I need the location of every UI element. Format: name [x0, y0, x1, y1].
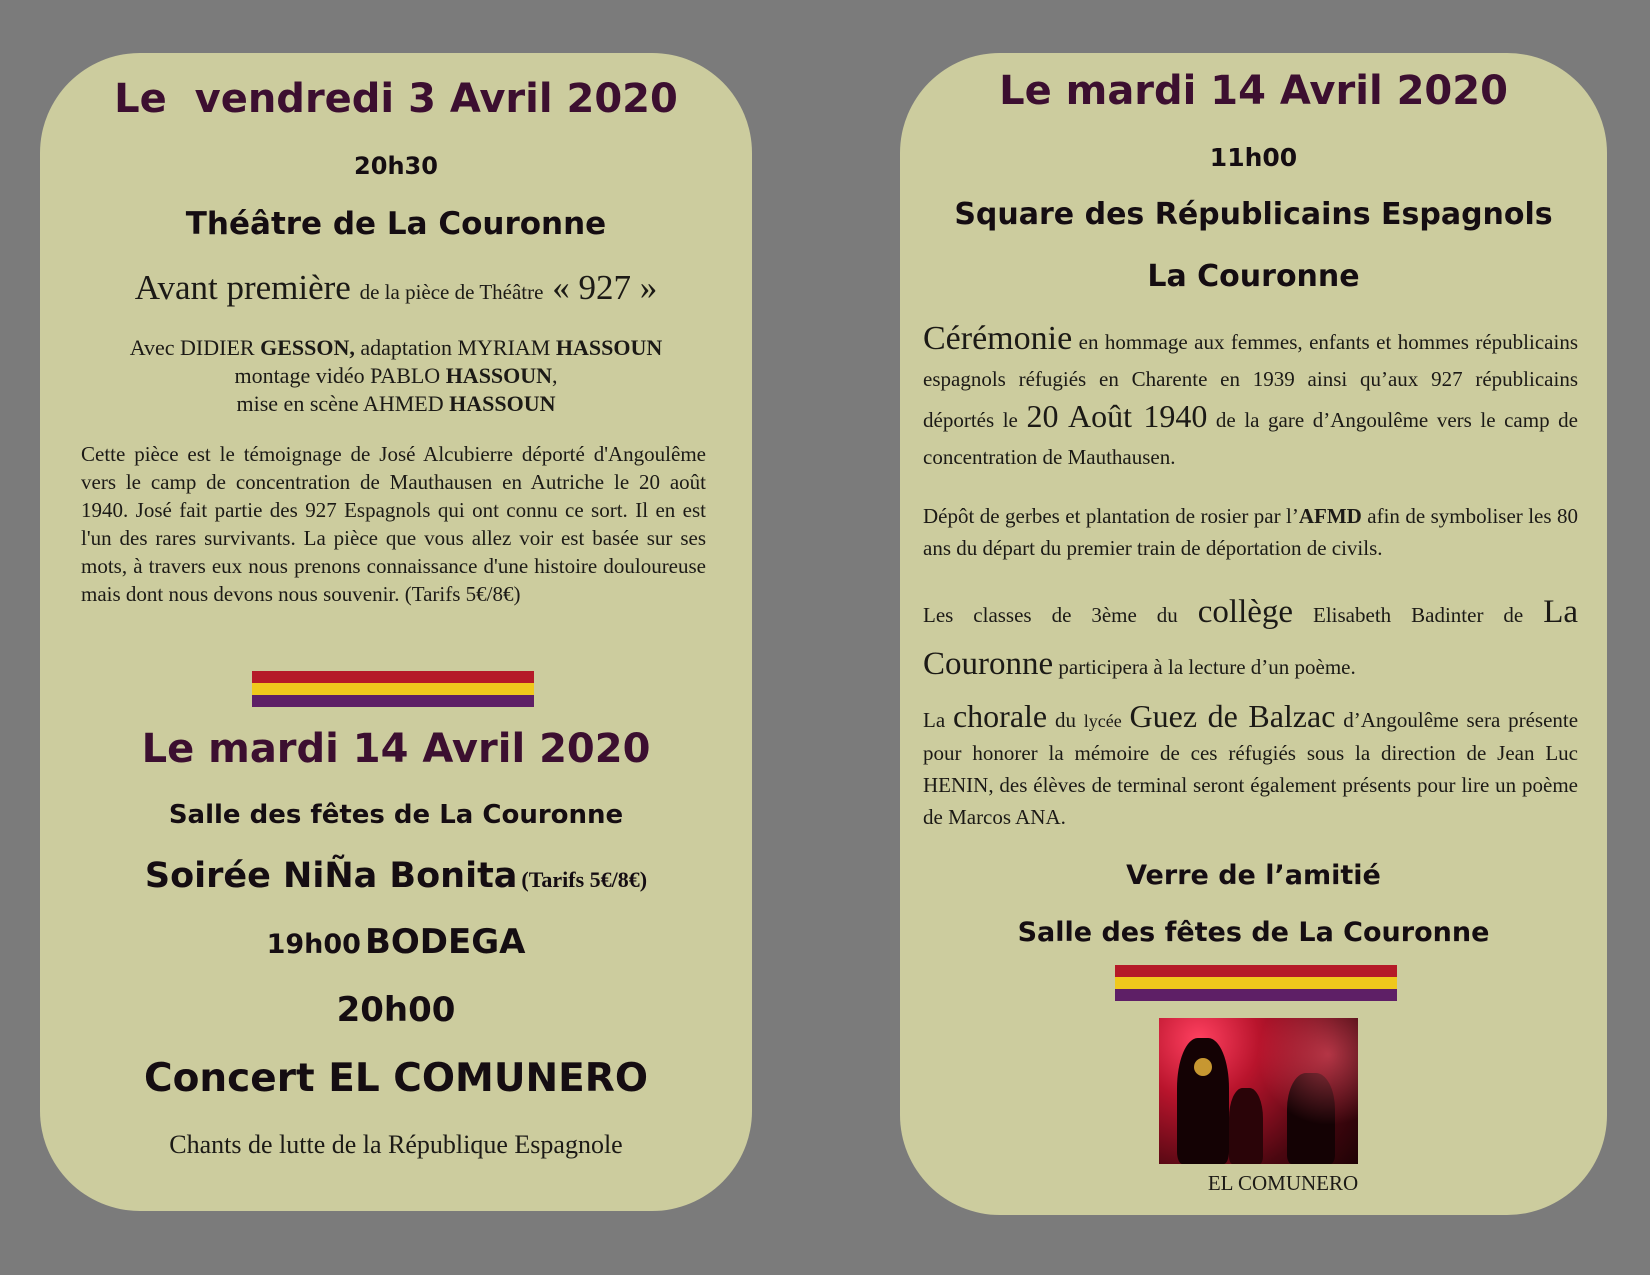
event1-time: 20h30 [354, 152, 438, 180]
piece-label: de la pièce de Théâtre [359, 280, 544, 304]
deportation-date: 20 Août 1940 [1026, 398, 1208, 434]
concert-time: 20h00 [336, 990, 456, 1030]
event2-bodega [40, 922, 752, 962]
ceremony-town: La Couronne [1147, 259, 1360, 294]
salle-des-fetes: Salle des fêtes de La Couronne [1017, 917, 1490, 948]
republican-flag-icon [1115, 965, 1397, 1001]
bodega-time: 19h00 [266, 929, 361, 960]
verre-amitie: Verre de l’amitié [1126, 860, 1381, 891]
event1-announcement [40, 268, 752, 308]
soiree-tarifs: (Tarifs 5€/8€) [521, 867, 648, 892]
event1-venue: Théâtre de La Couronne [185, 206, 607, 242]
college-paragraph: Les classes de 3ème du collège Elisabeth Badinter de La Couronne participera à la lecture d’un poème. [923, 594, 1579, 682]
concert-subtitle: Chants de lutte de la République Espagnole [169, 1130, 623, 1159]
avant-premiere-label: Avant première [134, 268, 351, 307]
event1-date: Le vendredi 3 Avril 2020 [114, 76, 678, 122]
event1-description: Cette pièce est le témoignage de José Alcubierre déporté d'Angoulême vers le camp de concentration de Mauthausen en Autriche le 20 août 1940. José fait partie des 927 Espagnols qui ont connu ce sort. Il en est l'un des rares survivants. La pièce que vous allez voir est basée sur ses mots, à travers eux nous prenons connaissance d'une histoire douloureuse mais dont nous devons nous souvenir. (Tarifs 5€/8€) [81, 442, 706, 606]
soiree-title: Soirée NiÑa Bonita [144, 856, 518, 896]
republican-flag-icon [252, 671, 534, 707]
concert-title: Concert EL COMUNERO [144, 1056, 648, 1101]
depot-paragraph: Dépôt de gerbes et plantation de rosier par l’AFMD afin de symboliser les 80 ans du départ du premier train de déportation de civils. [923, 504, 1578, 560]
ceremonie-label: Cérémonie [923, 320, 1073, 357]
event2-date: Le mardi 14 Avril 2020 [141, 726, 651, 772]
ceremony-date: Le mardi 14 Avril 2020 [999, 68, 1508, 114]
chorale-paragraph: La chorale du lycée Guez de Balzac d’Angoulême sera présente pour honorer la mémoire de ces réfugiés sous la direction de Jean Luc HENIN, des élèves de terminal seront également présents pour lire un poème de Marcos ANA. [923, 698, 1579, 829]
play-title: « 927 » [552, 268, 658, 307]
photo-caption: EL COMUNERO [1207, 1171, 1359, 1195]
ceremony-time: 11h00 [1209, 143, 1298, 172]
ceremony-place: Square des Républicains Espagnols [954, 197, 1553, 232]
event2-venue: Salle des fêtes de La Couronne [168, 800, 624, 830]
bodega-label: BODEGA [364, 922, 526, 962]
ceremony-description: Cérémonie en hommage aux femmes, enfants et hommes républicains espagnols réfugiés en Charente en 1939 ainsi qu’aux 927 républicains déportés le 20 Août 1940 de la gare d’Angoulême vers le camp de concentration de Mauthausen. [923, 320, 1578, 469]
event2-soiree [40, 856, 752, 896]
event1-credits: Avec DIDIER GESSON, adaptation MYRIAM HASSOUN montage vidéo PABLO HASSOUN, mise en scène AHMED HASSOUN [129, 335, 663, 416]
band-photo [1159, 1018, 1358, 1164]
